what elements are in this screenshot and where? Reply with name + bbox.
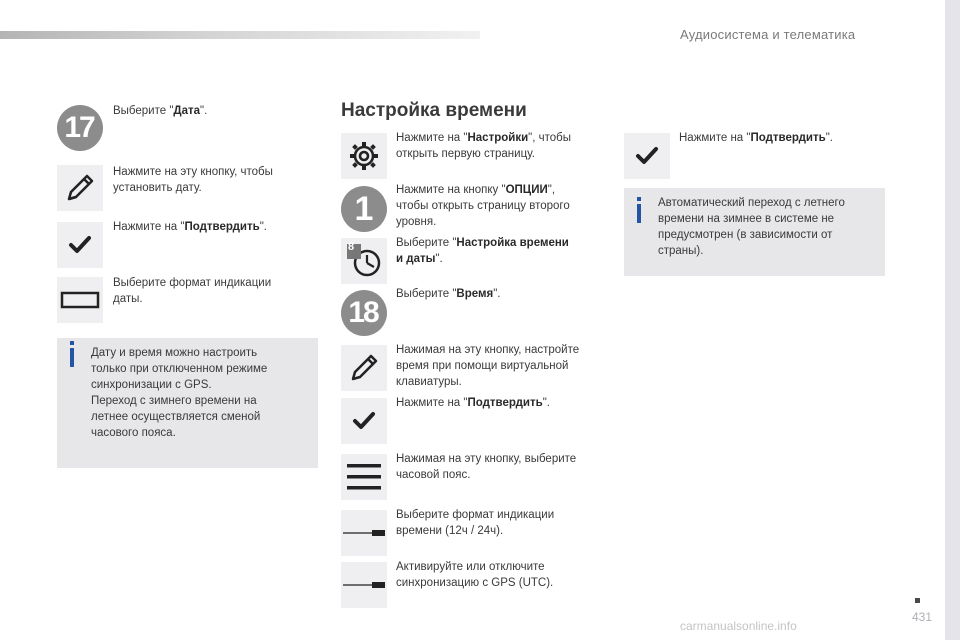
settings-button[interactable] <box>341 133 387 179</box>
info-icon <box>637 204 641 223</box>
section-heading: Настройка времени <box>341 100 527 121</box>
mid-step-confirm: Нажмите на "Подтвердить". <box>396 397 550 409</box>
page-edge-strip <box>945 0 960 640</box>
checkmark-icon <box>68 235 92 255</box>
edit-date-button[interactable] <box>57 165 103 211</box>
info-note-left: Дату и время можно настроить только при отключенном режиме синхронизации с GPS. Переход с зимнего времени на летнее осуществляется сменой часового пояса. <box>57 338 318 468</box>
section-title: Аудиосистема и телематика <box>680 27 856 42</box>
edit-time-button[interactable] <box>341 345 387 391</box>
mid-step-time-format: Выберите формат индикации времени (12ч / 24ч). <box>396 509 555 537</box>
left-step-date-format: Выберите формат индикации даты. <box>113 277 272 305</box>
right-step-confirm: Нажмите на "Подтвердить". <box>679 132 833 144</box>
left-step-set-date: Нажмите на эту кнопку, чтобы установить дату. <box>113 166 273 194</box>
checkmark-icon <box>352 411 376 431</box>
mid-step-select-time: Выберите "Время". <box>396 288 501 300</box>
info-note-right: Автоматический переход с летнего времени на зимнее в системе не предусмотрен (в зависимости от страны). <box>624 188 885 276</box>
clock-icon-badge: 8 <box>348 241 355 253</box>
step-badge-1: 1 <box>341 186 387 232</box>
time-date-settings-button[interactable] <box>341 238 387 284</box>
gps-sync-toggle[interactable] <box>341 562 387 608</box>
format-field-icon <box>60 290 100 310</box>
mid-step-gps-sync: Активируйте или отключите синхронизацию с GPS (UTC). <box>396 561 554 589</box>
gear-icon <box>347 139 381 173</box>
step-badge-18: 18 <box>341 290 387 336</box>
watermark: carmanualsonline.info <box>680 619 797 633</box>
mid-step-settings: Нажмите на "Настройки", чтобы открыть первую страницу. <box>396 132 572 160</box>
date-format-button[interactable] <box>57 277 103 323</box>
confirm-time-button[interactable] <box>341 398 387 444</box>
toggle-switch-icon <box>342 527 386 539</box>
left-step-confirm: Нажмите на "Подтвердить". <box>113 221 267 233</box>
left-step-select-date: Выберите "Дата". <box>113 105 208 117</box>
confirm-final-button[interactable] <box>624 133 670 179</box>
toggle-switch-icon <box>342 579 386 591</box>
list-menu-icon <box>345 460 383 494</box>
info-icon <box>70 348 74 367</box>
timezone-button[interactable] <box>341 454 387 500</box>
page-marker <box>915 598 920 603</box>
mid-step-options: Нажмите на кнопку "ОПЦИИ", чтобы открыть страницу второго уровня. <box>396 184 570 228</box>
confirm-date-button[interactable] <box>57 222 103 268</box>
pencil-icon <box>347 351 381 385</box>
mid-step-timezone: Нажимая на эту кнопку, выберите часовой пояс. <box>396 453 577 481</box>
mid-step-keyboard: Нажимая на эту кнопку, настройте время при помощи виртуальной клавиатуры. <box>396 344 580 388</box>
header-gradient-bar <box>0 31 480 39</box>
page-number: 431 <box>912 610 933 624</box>
checkmark-icon <box>635 146 659 166</box>
time-format-toggle[interactable] <box>341 510 387 556</box>
mid-step-time-settings: Выберите "Настройка времени и даты". <box>396 237 569 265</box>
pencil-icon <box>63 171 97 205</box>
step-badge-17: 17 <box>57 105 103 151</box>
